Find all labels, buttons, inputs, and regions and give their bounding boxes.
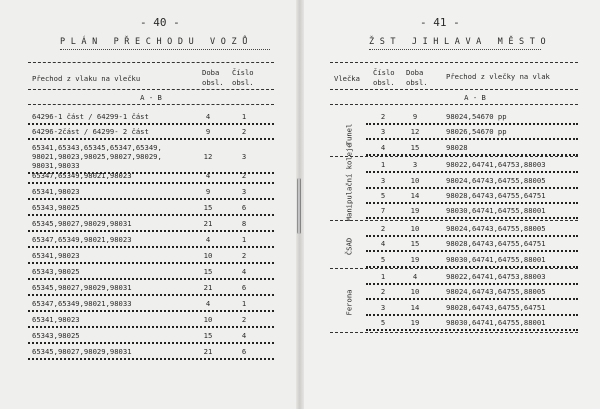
right-group-separator xyxy=(330,220,578,221)
left-row-cislo: 4 xyxy=(241,331,247,340)
left-row-doba: 4 xyxy=(205,235,211,244)
right-row-separator xyxy=(366,123,578,125)
right-page-title: ŽST JIHLAVA MĚSTO xyxy=(369,37,552,47)
right-row-trains: 98022,64741,64753,88003 xyxy=(446,160,546,170)
right-row-separator xyxy=(366,202,578,204)
left-row-cislo: 1 xyxy=(241,112,247,121)
right-col1-header: Vlečka xyxy=(334,74,360,83)
left-row-separator xyxy=(28,182,274,184)
left-row-text: 64296-2část / 64299- 2 část xyxy=(32,127,149,136)
right-row-cislo: 5 xyxy=(380,318,386,328)
right-row-doba: 4 xyxy=(412,272,418,281)
right-group-label: Manipulační koleje xyxy=(344,143,354,222)
left-row-doba: 15 xyxy=(203,331,213,340)
right-title-underline xyxy=(369,49,541,50)
right-row-doba: 19 xyxy=(410,318,420,328)
right-row-trains: 98022,64741,64753,88003 xyxy=(446,272,546,281)
right-row-trains: 98026,54670 pp xyxy=(446,127,507,137)
right-row-doba: 9 xyxy=(412,112,418,121)
left-row-separator xyxy=(28,138,274,140)
right-row-doba: 10 xyxy=(410,175,420,185)
left-row-doba: 4 xyxy=(205,171,211,180)
right-row-trains: 98028,64743,64755,64751 xyxy=(446,239,546,249)
right-row-separator xyxy=(366,283,578,285)
right-row-doba: 10 xyxy=(410,223,420,233)
right-row-doba: 14 xyxy=(410,302,420,312)
left-row-separator xyxy=(28,342,274,344)
left-row-text: 65347,65349,98021,98023 xyxy=(32,235,132,244)
left-row-text: 65341,98023 xyxy=(32,315,80,324)
right-col2-header-l1: Číslo xyxy=(373,68,395,77)
staple xyxy=(297,178,301,234)
left-row-separator xyxy=(28,230,274,232)
left-row-cislo: 3 xyxy=(241,187,247,196)
left-row-text: 65345,98027,98029,98031 xyxy=(32,283,132,292)
right-row-trains: 98024,64743,64755,88005 xyxy=(446,223,546,233)
left-row-text: 98031,98033 xyxy=(32,161,80,170)
right-row-separator xyxy=(366,314,578,316)
right-row-doba: 19 xyxy=(410,206,420,216)
right-row-doba: 14 xyxy=(410,191,420,200)
left-row-text: 65343,98025 xyxy=(32,203,80,212)
right-row-cislo: 5 xyxy=(380,191,386,200)
right-direction-label: A - B xyxy=(464,93,486,102)
right-row-trains: 98024,64743,64755,88005 xyxy=(446,175,546,185)
right-row-separator xyxy=(366,138,578,140)
left-row-doba: 9 xyxy=(205,187,211,196)
right-group-separator xyxy=(330,268,578,269)
left-row-separator xyxy=(28,246,274,248)
right-row-trains: 98024,64743,64755,88005 xyxy=(446,287,546,297)
right-row-doba: 15 xyxy=(410,142,420,152)
right-row-doba: 3 xyxy=(412,160,418,170)
left-col2-header-l2: obsl. xyxy=(202,78,224,87)
left-page-title: PLÁN PŘECHODU VOZŮ xyxy=(60,37,253,47)
right-row-trains: 98030,64741,64755,88001 xyxy=(446,318,546,328)
left-page-number: - 40 - xyxy=(140,16,180,29)
left-row-separator xyxy=(28,310,274,312)
left-row-doba: 9 xyxy=(205,127,211,136)
left-row-doba: 10 xyxy=(203,251,213,260)
left-col3-header-l2: obsl. xyxy=(232,78,254,87)
left-row-cislo: 2 xyxy=(241,251,247,260)
right-row-cislo: 3 xyxy=(380,127,386,137)
right-row-cislo: 4 xyxy=(380,239,386,249)
right-col2-header-l2: obsl. xyxy=(373,78,395,87)
left-row-cislo: 6 xyxy=(241,347,247,356)
left-row-separator xyxy=(28,294,274,296)
left-row-separator xyxy=(28,358,274,360)
right-col4-header: Přechod z vlečky na vlak xyxy=(446,72,550,81)
left-row-separator xyxy=(28,123,274,125)
left-title-underline xyxy=(60,49,270,50)
right-row-separator xyxy=(366,171,578,173)
right-row-cislo: 2 xyxy=(380,112,386,121)
right-row-cislo: 3 xyxy=(380,175,386,185)
left-row-text: 65345,98027,98029,98031 xyxy=(32,347,132,356)
right-header-rule-bottom xyxy=(330,104,578,105)
left-row-cislo: 6 xyxy=(241,203,247,212)
right-group-label: Ferona xyxy=(344,289,354,316)
right-group-label: Tunel xyxy=(344,123,354,146)
left-row-separator xyxy=(28,198,274,200)
left-row-separator xyxy=(28,214,274,216)
right-row-cislo: 3 xyxy=(380,302,386,312)
left-row-separator xyxy=(28,326,274,328)
left-row-doba: 12 xyxy=(203,152,213,161)
left-row-separator xyxy=(28,278,274,280)
right-col3-header-l2: obsl. xyxy=(406,78,428,87)
left-row-text: 98021,98023,98025,98027,98029, xyxy=(32,152,162,161)
right-row-doba: 15 xyxy=(410,239,420,249)
left-row-cislo: 2 xyxy=(241,171,247,180)
left-col1-header: Přechod z vlaku na vlečku xyxy=(32,74,141,83)
left-row-text: 65347,65349,98021,98023 xyxy=(32,171,132,180)
left-row-text: 65343,98025 xyxy=(32,267,80,276)
right-row-cislo: 2 xyxy=(380,223,386,233)
left-col2-header-l1: Doba xyxy=(202,68,220,77)
right-row-cislo: 7 xyxy=(380,206,386,216)
left-row-cislo: 2 xyxy=(241,315,247,324)
left-row-separator xyxy=(28,262,274,264)
left-row-doba: 10 xyxy=(203,315,213,324)
left-row-doba: 21 xyxy=(203,347,213,356)
left-header-rule-top xyxy=(28,62,274,63)
right-header-rule-mid xyxy=(330,89,578,90)
left-row-text: 65341,65343,65345,65347,65349, xyxy=(32,143,162,152)
left-row-doba: 21 xyxy=(203,219,213,228)
right-row-cislo: 5 xyxy=(380,254,386,264)
right-row-trains: 98028,64743,64755,64751 xyxy=(446,191,546,200)
left-row-doba: 15 xyxy=(203,267,213,276)
left-row-doba: 21 xyxy=(203,283,213,292)
right-row-separator xyxy=(366,235,578,237)
left-row-cislo: 1 xyxy=(241,299,247,308)
left-row-cislo: 1 xyxy=(241,235,247,244)
right-row-separator xyxy=(366,187,578,189)
right-row-cislo: 1 xyxy=(380,160,386,170)
right-row-trains: 98030,64741,64755,88001 xyxy=(446,206,546,216)
left-row-cislo: 8 xyxy=(241,219,247,228)
left-row-text: 65347,65349,98021,98033 xyxy=(32,299,132,308)
left-row-text: 65345,98027,98029,98031 xyxy=(32,219,132,228)
left-row-text: 65343,98025 xyxy=(32,331,80,340)
left-header-rule-mid xyxy=(28,89,274,90)
left-row-doba: 4 xyxy=(205,112,211,121)
left-row-doba: 15 xyxy=(203,203,213,212)
left-direction-label: A - B xyxy=(140,93,162,102)
right-row-cislo: 4 xyxy=(380,142,386,152)
right-row-trains: 98030,64741,64755,88001 xyxy=(446,254,546,264)
right-row-separator xyxy=(366,250,578,252)
right-row-cislo: 1 xyxy=(380,272,386,281)
left-row-cislo: 4 xyxy=(241,267,247,276)
right-row-trains: 98028 xyxy=(446,142,468,152)
left-row-doba: 4 xyxy=(205,299,211,308)
right-row-doba: 10 xyxy=(410,287,420,297)
left-header-rule-bottom xyxy=(28,104,274,105)
right-row-trains: 98028,64743,64755,64751 xyxy=(446,302,546,312)
right-col3-header-l1: Doba xyxy=(406,68,424,77)
left-row-text: 64296-1 část / 64299-1 část xyxy=(32,112,149,121)
right-row-separator xyxy=(366,298,578,300)
right-group-label: ČSAD xyxy=(344,237,354,256)
left-row-cislo: 2 xyxy=(241,127,247,136)
left-col3-header-l1: Číslo xyxy=(232,68,254,77)
left-row-cislo: 3 xyxy=(241,152,247,161)
right-row-doba: 19 xyxy=(410,254,420,264)
left-row-cislo: 6 xyxy=(241,283,247,292)
right-row-trains: 98024,54670 pp xyxy=(446,112,507,121)
right-page-number: - 41 - xyxy=(420,16,460,29)
right-row-cislo: 2 xyxy=(380,287,386,297)
right-group-separator xyxy=(330,332,578,333)
right-group-separator xyxy=(330,156,578,157)
right-row-doba: 12 xyxy=(410,127,420,137)
left-row-text: 65341,98023 xyxy=(32,187,80,196)
right-header-rule-top xyxy=(330,62,578,63)
left-row-text: 65341,98023 xyxy=(32,251,80,260)
